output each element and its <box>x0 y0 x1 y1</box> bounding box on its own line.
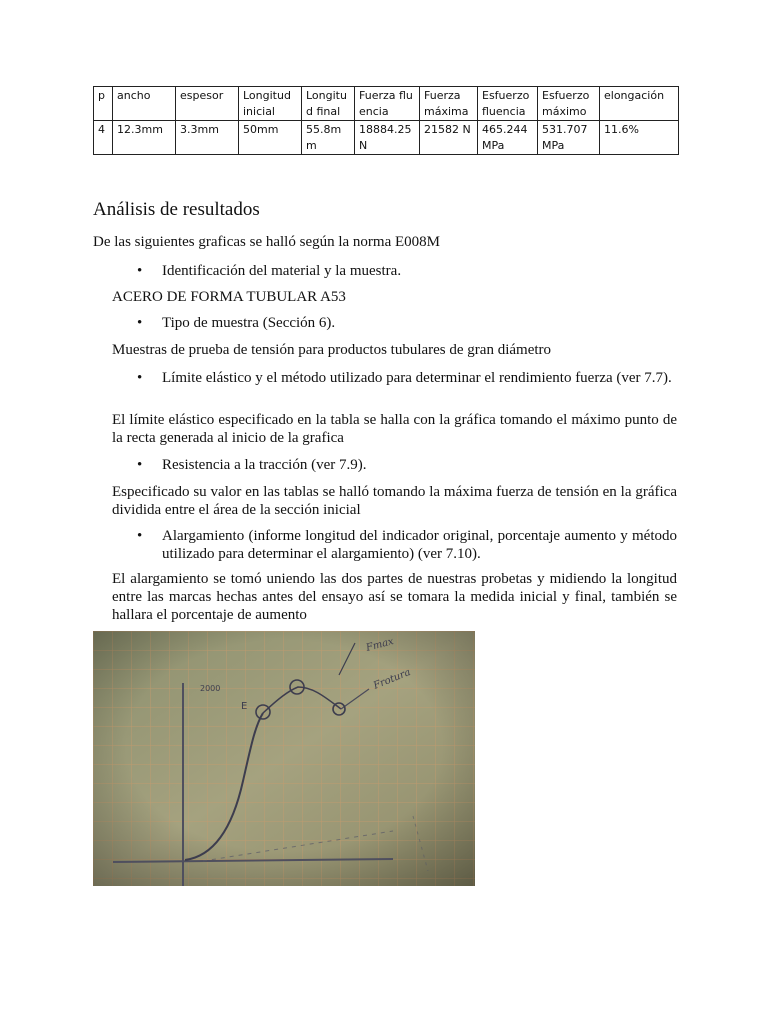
paragraph: El alargamiento se tomó uniendo las dos partes de nuestras probetas y midiendo la longitud entre las marcas hechas antes del ensayo así se tomara la medida inicial y final, también se hallara el porcentaje de aumento <box>112 571 677 623</box>
header-cell: ancho <box>113 87 176 121</box>
bullet-text: Límite elástico y el método utilizado para determinar el rendimiento fuerza (ver 7.7). <box>162 370 672 386</box>
header-cell: Esfuerzo máximo <box>538 87 600 121</box>
header-cell: Esfuerzo fluencia <box>478 87 538 121</box>
results-table <box>93 86 679 155</box>
header-cell: Longitud final <box>302 87 355 121</box>
bullet-text: Identificación del material y la muestra. <box>162 263 402 279</box>
bullet-dot-icon: • <box>137 263 143 279</box>
bullet-dot-icon: • <box>137 370 143 386</box>
graph-label: 2000 <box>200 684 221 693</box>
bullet-dot-icon: • <box>137 528 143 544</box>
table-cell: 531.707 MPa <box>538 121 600 155</box>
table-cell: 50mm <box>239 121 302 155</box>
bullet-text: Resistencia a la tracción (ver 7.9). <box>162 457 367 473</box>
table-cell: 12.3mm <box>113 121 176 155</box>
sample-type-text: Muestras de prueba de tensión para productos tubulares de gran diámetro <box>112 342 552 358</box>
header-cell: Longitud inicial <box>239 87 302 121</box>
material-text: ACERO DE FORMA TUBULAR A53 <box>112 289 346 305</box>
graph-note: Fmax <box>364 636 395 654</box>
bullet-dot-icon: • <box>137 457 143 473</box>
intro-text: De las siguientes graficas se halló según la norma E008M <box>93 234 440 250</box>
header-cell: p <box>94 87 113 121</box>
table-cell: 3.3mm <box>176 121 239 155</box>
table-cell: 21582 N <box>420 121 478 155</box>
table-cell: 18884.25 N <box>355 121 420 155</box>
paragraph: El límite elástico especificado en la tabla se halla con la gráfica tomando el máximo punto de la recta generada al inicio de la grafica <box>112 412 677 446</box>
header-cell: Fuerza fluencia <box>355 87 420 121</box>
table-cell: 465.244 MPa <box>478 121 538 155</box>
header-cell: espesor <box>176 87 239 121</box>
graph-paper-image <box>93 631 475 886</box>
header-cell: elongación <box>600 87 679 121</box>
graph-label: E <box>241 701 248 712</box>
stress-strain-graph-photo <box>93 631 475 886</box>
bullet-text: Alargamiento (informe longitud del indicador original, porcentaje aumento y método utilizado para determinar el alargamiento) (ver 7.10). <box>162 528 677 562</box>
paragraph: Especificado su valor en las tablas se halló tomando la máxima fuerza de tensión en la gráfica dividida entre el área de la sección inicial <box>112 484 677 518</box>
header-cell: Fuerza máxima <box>420 87 478 121</box>
graph-note: Frotura <box>372 666 413 692</box>
table-row <box>94 121 679 155</box>
section-heading: Análisis de resultados <box>93 199 260 220</box>
table-cell: 55.8mm <box>302 121 355 155</box>
bullet-dot-icon: • <box>137 315 143 331</box>
table-cell: 11.6% <box>600 121 679 155</box>
table-cell: 4 <box>94 121 113 155</box>
bullet-text: Tipo de muestra (Sección 6). <box>162 315 336 331</box>
table-header-row <box>94 87 679 121</box>
